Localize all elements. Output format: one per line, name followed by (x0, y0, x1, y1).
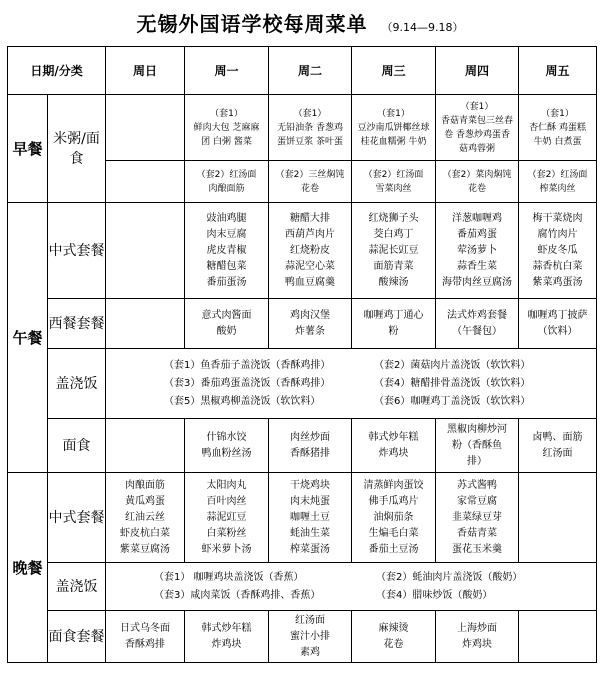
menu-line: 红油云丝 (125, 511, 166, 523)
breakfast-set2-mon (185, 161, 269, 203)
menu-line: 番茄土豆汤 (368, 543, 419, 555)
menu-line: 什锦水饺 (206, 431, 247, 443)
menu-line: 榨菜蛋汤 (290, 543, 331, 555)
menu-line: 白菜粉丝 (206, 527, 247, 539)
menu-line: 粉（香酥鱼 (452, 439, 503, 451)
menu-line: 蒜泥空心菜 (285, 260, 336, 272)
page-title: 无锡外国语学校每周菜单 (136, 12, 368, 36)
menu-line: 酸辣汤 (378, 276, 409, 288)
dinner-rice-set2: （套2）蚝油肉片盖浇饭（酸奶） (376, 571, 523, 583)
menu-line: 上海炒面 (457, 622, 498, 634)
dinner-chinese-tue (269, 473, 352, 563)
menu-line: 西葫芦肉片 (285, 228, 336, 240)
menu-line: 咖喱鸡丁披萨 (527, 309, 588, 321)
lunch-rice-set6: （套6）咖喱鸡丁盖浇饭（软饮料） (374, 395, 531, 407)
dinner-chinese-mon (185, 473, 269, 563)
menu-line: 生煸毛白菜 (368, 527, 419, 539)
menu-line: 糖醋大排 (290, 212, 331, 224)
breakfast-set2-wed (352, 161, 436, 203)
lunch-rice-set5: （套5）黑椒鸡柳盖浇饭（软饮料） (164, 395, 321, 407)
lunch-chinese-fri (519, 203, 597, 299)
breakfast-set1-tue (269, 95, 352, 161)
lunch-rice-set1: （套1）鱼香茄子盖浇饭（香酥鸡排） (164, 359, 331, 371)
dinner-rice-set3: （套3）咸肉菜饭（香酥鸡排、香蕉） (154, 589, 321, 601)
lunch-chinese-thu (436, 203, 519, 299)
menu-line: （套2）红汤面 (363, 169, 424, 180)
lunch-noodle-sun (106, 419, 185, 473)
menu-line: 香菇青菜包三丝春 (441, 115, 514, 126)
menu-line: 蚝油生菜 (290, 527, 331, 539)
meal-label-dinner: 晚餐 (8, 473, 48, 663)
menu-line: 韭菜绿豆芽 (452, 511, 503, 523)
menu-line: （套2）三丝焖饨 (275, 169, 345, 180)
lunch-noodle-fri (519, 419, 597, 473)
breakfast-set1-mon (185, 95, 269, 161)
menu-line: （套2）红汤面 (196, 169, 257, 180)
menu-line: 酸奶 (216, 325, 237, 337)
menu-line: 排） (467, 455, 488, 467)
menu-line: 桂花血糯粥 牛奶 (360, 136, 427, 147)
menu-line: （套1） (377, 108, 410, 119)
menu-line: 韩式炒年糕 (368, 431, 419, 443)
menu-line: 红汤面 (295, 614, 326, 626)
menu-line: 蛋饼豆浆 茶叶蛋 (277, 136, 343, 147)
day-header-mon: 周一 (185, 47, 269, 95)
menu-line: 黄瓜鸡蛋 (125, 495, 166, 507)
menu-line: 番茄蛋汤 (206, 276, 247, 288)
meal-label-breakfast: 早餐 (8, 95, 48, 203)
lunch-western-sun (106, 299, 185, 349)
menu-line: 花卷 (301, 183, 320, 194)
category-label-dinner-rice: 盖浇饭 (48, 563, 106, 611)
menu-line: 虾皮冬瓜 (537, 244, 578, 256)
menu-line: 意式肉酱面 (201, 309, 252, 321)
meal-label-lunch: 午餐 (8, 203, 48, 473)
menu-line: 佛手瓜鸡片 (368, 495, 419, 507)
menu-line: 法式炸鸡套餐 (447, 309, 508, 321)
lunch-western-tue (269, 299, 352, 349)
menu-line: 炸薯条 (295, 325, 326, 337)
menu-line: 黑椒肉柳炒河 (447, 423, 508, 435)
lunch-western-thu (436, 299, 519, 349)
menu-line: 花卷 (383, 638, 404, 650)
menu-line: 卷 香葱炒鸡蛋香 (444, 129, 510, 140)
menu-line: 蜜汁小排 (290, 630, 331, 642)
category-label-lunch-noodle: 面食 (48, 419, 106, 473)
dinner-chinese-fri (519, 473, 597, 563)
lunch-noodle-mon (185, 419, 269, 473)
menu-line: 海带肉丝豆腐汤 (442, 276, 513, 288)
menu-line: 腐竹肉片 (537, 228, 578, 240)
menu-line: （套1） (460, 101, 494, 112)
breakfast-set2-thu (436, 161, 519, 203)
menu-line: 鸡肉汉堡 (290, 309, 331, 321)
menu-line: 红烧狮子头 (368, 212, 419, 224)
dinner-chinese-sun (106, 473, 185, 563)
menu-line: （套2）菜肉焖饨 (442, 169, 512, 180)
menu-line: 蛋花玉米羹 (452, 543, 503, 555)
date-range: （9.14—9.18） (381, 21, 464, 34)
dinner-noodle-fri (519, 611, 597, 663)
menu-line: 香酥鸡排 (125, 638, 166, 650)
category-label-lunch-chinese: 中式套餐 (48, 203, 106, 299)
menu-line: 虾米萝卜汤 (201, 543, 252, 555)
menu-line: 鸭血粉丝汤 (201, 447, 252, 459)
menu-line: 紫菜豆腐汤 (120, 543, 171, 555)
dinner-chinese-thu (436, 473, 519, 563)
menu-line: 素鸡 (300, 646, 321, 658)
menu-line: 清蒸鲜肉蛋饺 (363, 479, 424, 491)
lunch-chinese-mon (185, 203, 269, 299)
menu-line: 香菇青菜 (457, 527, 498, 539)
title-bar (0, 8, 600, 38)
day-header-thu: 周四 (436, 47, 519, 95)
menu-line: 炸鸡块 (211, 638, 242, 650)
lunch-chinese-sun (106, 203, 185, 299)
menu-line: 榨菜肉丝 (539, 183, 576, 194)
menu-line: 无铅油条 香葱鸡 (277, 122, 343, 133)
menu-line: （套1） (210, 108, 243, 119)
day-header-tue: 周二 (269, 47, 352, 95)
category-label-lunch-western: 西餐套餐 (48, 299, 106, 349)
menu-line: 团 白粥 酱菜 (201, 136, 252, 147)
menu-line: 杏仁酥 鸡蛋糕 (529, 122, 586, 133)
lunch-noodle-tue (269, 419, 352, 473)
menu-line: 雪菜肉丝 (375, 183, 412, 194)
category-label-lunch-rice: 盖浇饭 (48, 349, 106, 419)
menu-line: 蒜香生菜 (457, 260, 498, 272)
lunch-noodle-wed (352, 419, 436, 473)
dinner-rice-options (106, 563, 597, 611)
menu-line: 肉末豆腐 (206, 228, 247, 240)
menu-line: 蒜香杭白菜 (532, 260, 583, 272)
menu-line: 粉 (388, 325, 399, 337)
menu-line: 日式乌冬面 (120, 622, 171, 634)
breakfast-set2-fri (519, 161, 597, 203)
menu-line: 百叶肉丝 (206, 495, 247, 507)
dinner-noodle-tue (269, 611, 352, 663)
breakfast-set1-fri (519, 95, 597, 161)
menu-line: 肉酿面筋 (208, 183, 245, 194)
lunch-rice-set3: （套3）番茄鸡蛋盖浇饭（香酥鸡排） (164, 377, 331, 389)
menu-line: （套2）红汤面 (527, 169, 588, 180)
menu-line: 红烧粉皮 (290, 244, 331, 256)
menu-line: 咖喱土豆 (290, 511, 331, 523)
lunch-western-wed (352, 299, 436, 349)
day-header-wed: 周三 (352, 47, 436, 95)
breakfast-set2-tue (269, 161, 352, 203)
menu-line: 蒜泥长豇豆 (368, 244, 419, 256)
lunch-western-fri (519, 299, 597, 349)
menu-line: 香酥猪排 (290, 447, 331, 459)
category-label-dinner-chinese: 中式套餐 (48, 473, 106, 563)
menu-line: 卤鸭、面筋 (532, 431, 583, 443)
menu-line: 炸鸡块 (462, 638, 493, 650)
menu-line: 肉丝炒面 (290, 431, 331, 443)
menu-line: 豉油鸡腿 (206, 212, 247, 224)
menu-line: 家常豆腐 (457, 495, 498, 507)
menu-line: 番茄鸡蛋 (457, 228, 498, 240)
dinner-noodle-sun (106, 611, 185, 663)
menu-line: （午餐包） (452, 325, 503, 337)
menu-line: 咖喱鸡丁通心 (363, 309, 424, 321)
corner-header: 日期/分类 (8, 47, 106, 95)
menu-line: 鲜肉大包 芝麻麻 (193, 122, 260, 133)
menu-line: 太阳肉丸 (206, 479, 247, 491)
dinner-noodle-mon (185, 611, 269, 663)
menu-line: 鸭血豆腐羹 (285, 276, 336, 288)
menu-line: 紫菜鸡蛋汤 (532, 276, 583, 288)
menu-line: 油焖茄条 (373, 511, 414, 523)
menu-line: 干烧鸡块 (290, 479, 331, 491)
menu-line: 韩式炒年糕 (201, 622, 252, 634)
dinner-noodle-thu (436, 611, 519, 663)
lunch-chinese-tue (269, 203, 352, 299)
breakfast-set1-wed (352, 95, 436, 161)
menu-line: （套1） (293, 108, 327, 119)
menu-line: 虾皮杭白菜 (120, 527, 171, 539)
menu-line: 炸鸡块 (378, 447, 409, 459)
day-header-sun: 周日 (106, 47, 185, 95)
breakfast-set1-thu (436, 95, 519, 161)
day-header-fri: 周五 (519, 47, 597, 95)
dinner-rice-set4: （套4）腊味炒饭（酸奶） (376, 589, 493, 601)
menu-line: 牛奶 白煮蛋 (533, 136, 582, 147)
menu-line: 洋葱咖喱鸡 (452, 212, 503, 224)
lunch-western-mon (185, 299, 269, 349)
menu-line: 茭白鸡丁 (373, 228, 414, 240)
dinner-rice-set1: （套1） 咖喱鸡块盖浇饭（香蕉） (154, 571, 304, 583)
menu-line: （饮料） (537, 325, 578, 337)
lunch-chinese-wed (352, 203, 436, 299)
menu-line: 糖醋包菜 (206, 260, 247, 272)
dinner-chinese-wed (352, 473, 436, 563)
menu-line: 蒜泥豇豆 (206, 511, 247, 523)
menu-line: 豆沙南瓜饼椰丝球 (357, 122, 430, 133)
menu-line: 梅干菜烧肉 (532, 212, 583, 224)
menu-line: 菇鸡蓉粥 (459, 143, 496, 154)
menu-line: 麻辣烫 (378, 622, 409, 634)
menu-line: 苏式酱鸭 (457, 479, 498, 491)
menu-line: （套1） (541, 108, 574, 119)
lunch-rice-set2: （套2）菌菇肉片盖浇饭（软饮料） (374, 359, 531, 371)
menu-line: 面筋青菜 (373, 260, 414, 272)
breakfast-set2-sun (106, 161, 185, 203)
menu-line: 花卷 (468, 183, 487, 194)
lunch-rice-set4: （套4）糖醋排骨盖浇饭（软饮料） (374, 377, 531, 389)
lunch-rice-options (106, 349, 597, 419)
category-label-dinner-noodle: 面食套餐 (48, 611, 106, 663)
menu-line: 肉酿面筋 (125, 479, 166, 491)
menu-table (7, 46, 597, 663)
category-label-congee: 米粥/面食 (48, 95, 106, 203)
dinner-noodle-wed (352, 611, 436, 663)
lunch-noodle-thu (436, 419, 519, 473)
menu-line: 红汤面 (542, 447, 573, 459)
breakfast-set1-sun (106, 95, 185, 161)
menu-line: 肉末炖蛋 (290, 495, 331, 507)
menu-line: 虎皮青椒 (206, 244, 247, 256)
menu-line: 荤汤萝卜 (457, 244, 498, 256)
